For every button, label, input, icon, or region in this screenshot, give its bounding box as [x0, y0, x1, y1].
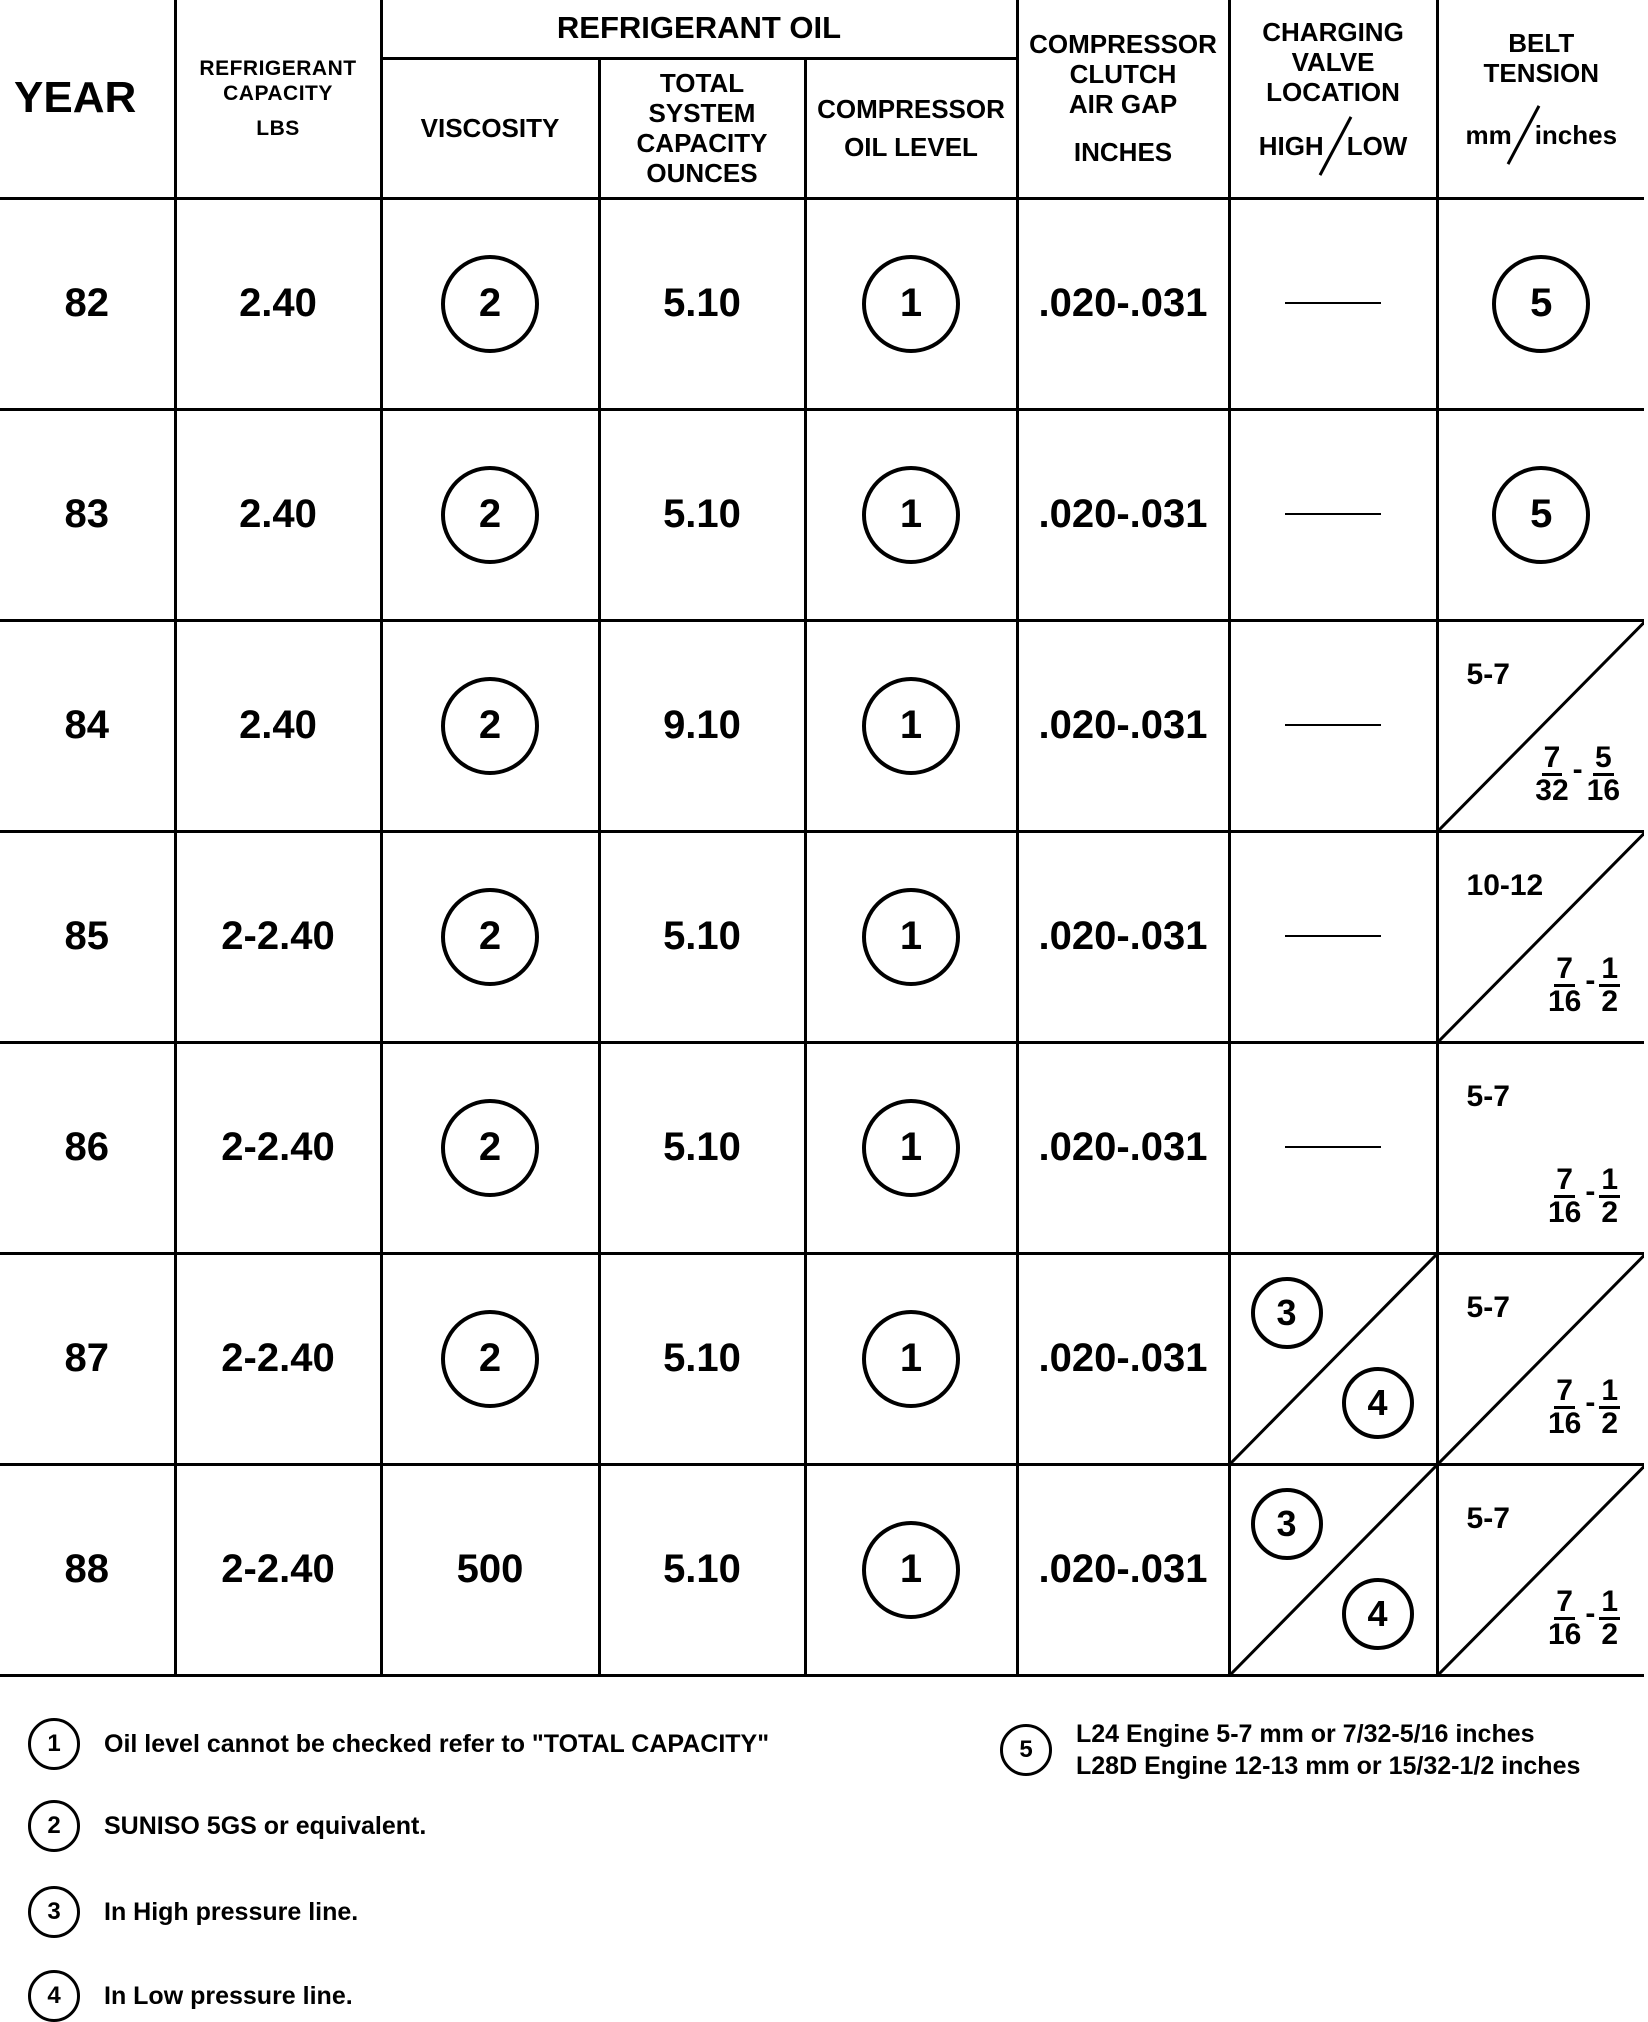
year-value: 88 — [64, 1547, 109, 1591]
total-capacity-value: 5.10 — [663, 914, 741, 958]
table-body — [0, 198, 1644, 1675]
year-cell — [0, 1464, 175, 1675]
table-row — [0, 1042, 1644, 1253]
header-total-capacity-line2: SYSTEM — [648, 98, 756, 128]
viscosity-note-circle: 2 — [441, 1310, 539, 1408]
belt-tension-split — [1439, 1255, 1645, 1463]
fraction-high — [1586, 740, 1621, 807]
header-belt-mm: mm — [1465, 120, 1512, 151]
legend-text: In Low pressure line. — [104, 1981, 353, 2010]
legend-text: SUNISO 5GS or equivalent. — [104, 1811, 427, 1840]
belt-tension-cell — [1437, 1464, 1644, 1675]
total-capacity-value: 9.10 — [663, 703, 741, 747]
header-year: YEAR — [0, 0, 175, 198]
capacity-value: 2-2.40 — [221, 1336, 335, 1380]
fraction-low — [1535, 740, 1569, 807]
charging-low-note-circle: 4 — [1342, 1367, 1414, 1439]
air-gap-value: .020-.031 — [1038, 1336, 1208, 1380]
fraction-denominator: 2 — [1601, 1617, 1619, 1651]
legend-item — [1000, 1718, 1580, 1782]
fraction-numerator: 1 — [1601, 1584, 1619, 1618]
air-gap-cell — [1017, 1464, 1229, 1675]
oil-level-cell — [805, 1464, 1017, 1675]
year-cell — [0, 409, 175, 620]
capacity-value: 2.40 — [239, 492, 317, 536]
header-charging-high-low — [1259, 113, 1408, 179]
charging-valve-dash — [1285, 302, 1381, 304]
fraction-numerator: 7 — [1556, 1373, 1573, 1407]
belt-tension-cell — [1437, 620, 1644, 831]
charging-high-note-circle: 3 — [1251, 1488, 1323, 1560]
legend-text: In High pressure line. — [104, 1897, 359, 1926]
total-capacity-cell — [599, 409, 805, 620]
viscosity-cell — [381, 831, 599, 1042]
viscosity-note-circle: 2 — [441, 466, 539, 564]
viscosity-cell — [381, 1042, 599, 1253]
fraction-numerator: 1 — [1601, 1373, 1619, 1407]
total-capacity-value: 5.10 — [663, 492, 741, 536]
header-refrigerant-capacity-line2: CAPACITY — [223, 81, 333, 105]
air-gap-value: .020-.031 — [1038, 1125, 1208, 1169]
belt-tension-cell — [1437, 831, 1644, 1042]
fraction-low — [1547, 1584, 1582, 1651]
fraction-numerator: 7 — [1556, 1162, 1573, 1196]
diagonal-divider — [1231, 1466, 1436, 1674]
fraction-hyphen: - — [1585, 1386, 1596, 1419]
charging-valve-cell — [1229, 1253, 1437, 1464]
belt-inches-value — [1547, 1584, 1620, 1651]
fraction-high — [1599, 951, 1620, 1018]
fraction-numerator: 7 — [1556, 1584, 1573, 1618]
belt-inches-value — [1547, 1162, 1620, 1229]
year-cell — [0, 831, 175, 1042]
header-oil-level-line2: OIL LEVEL — [844, 132, 978, 162]
header-belt-tension-line1: BELT — [1508, 28, 1575, 59]
oil-level-cell — [805, 1253, 1017, 1464]
fraction-numerator: 1 — [1601, 1162, 1619, 1196]
charging-valve-dash — [1285, 724, 1381, 726]
header-refrigerant-capacity — [175, 0, 381, 198]
table-row — [0, 198, 1644, 409]
viscosity-cell — [381, 620, 599, 831]
fraction-denominator: 2 — [1601, 1406, 1619, 1440]
table-row — [0, 409, 1644, 620]
charging-valve-split — [1231, 1466, 1436, 1674]
legend-text: Oil level cannot be checked refer to "TOTAL CAPACITY" — [104, 1729, 770, 1758]
header-total-capacity-line3: CAPACITY — [636, 128, 768, 158]
charging-valve-cell — [1229, 198, 1437, 409]
charging-valve-cell — [1229, 1042, 1437, 1253]
capacity-cell — [175, 1464, 381, 1675]
capacity-value: 2.40 — [239, 281, 317, 325]
oil-level-note-circle: 1 — [862, 1521, 960, 1619]
header-oil-level — [805, 58, 1017, 198]
viscosity-cell — [381, 198, 599, 409]
header-air-gap-line1: COMPRESSOR — [1029, 29, 1217, 60]
total-capacity-cell — [599, 831, 805, 1042]
fraction-hyphen: - — [1585, 1175, 1596, 1208]
fraction-denominator: 16 — [1547, 1406, 1582, 1440]
fraction-high — [1599, 1162, 1620, 1229]
charging-valve-dash — [1285, 513, 1381, 515]
diagonal-divider — [1231, 1255, 1436, 1463]
header-total-capacity-line1: TOTAL — [659, 68, 745, 98]
header-refrigerant-oil: REFRIGERANT OIL — [381, 0, 1017, 58]
viscosity-note-circle: 2 — [441, 677, 539, 775]
charging-valve-split — [1231, 1255, 1436, 1463]
header-air-gap-unit: INCHES — [1073, 137, 1173, 168]
total-capacity-value: 5.10 — [663, 1547, 741, 1591]
year-cell — [0, 198, 175, 409]
oil-level-note-circle: 1 — [862, 1310, 960, 1408]
viscosity-note-circle: 2 — [441, 1099, 539, 1197]
belt-tension-split — [1439, 833, 1645, 1041]
legend-number-circle: 5 — [1000, 1724, 1052, 1776]
header-belt-units — [1465, 102, 1617, 168]
fraction-numerator: 1 — [1601, 951, 1619, 985]
table-row — [0, 831, 1644, 1042]
viscosity-cell — [381, 409, 599, 620]
total-capacity-cell — [599, 1464, 805, 1675]
fraction-low — [1547, 1162, 1582, 1229]
header-belt-tension-line2: TENSION — [1483, 58, 1600, 89]
fraction-high — [1599, 1373, 1620, 1440]
oil-level-cell — [805, 831, 1017, 1042]
total-capacity-cell — [599, 198, 805, 409]
belt-mm-value: 10-12 — [1466, 868, 1544, 902]
year-value: 82 — [64, 281, 109, 325]
legend-item — [28, 1718, 769, 1770]
header-belt-inches: inches — [1534, 120, 1618, 151]
oil-level-note-circle: 1 — [862, 677, 960, 775]
oil-level-note-circle: 1 — [862, 466, 960, 564]
air-gap-cell — [1017, 1042, 1229, 1253]
belt-inches-value — [1547, 1373, 1620, 1440]
fraction-denominator: 16 — [1547, 1617, 1582, 1651]
oil-level-cell — [805, 198, 1017, 409]
legend — [0, 1680, 1648, 2012]
year-cell — [0, 1042, 175, 1253]
header-charging-valve — [1229, 0, 1437, 198]
header-charging-high: HIGH — [1258, 131, 1324, 162]
capacity-cell — [175, 198, 381, 409]
oil-level-note-circle: 1 — [862, 1099, 960, 1197]
charging-valve-dash — [1285, 1146, 1381, 1148]
legend-number-circle: 1 — [28, 1718, 80, 1770]
belt-note-circle: 5 — [1492, 255, 1590, 353]
header-charging-valve-line3: LOCATION — [1266, 77, 1400, 108]
legend-text-line: L24 Engine 5-7 mm or 7/32-5/16 inches — [1076, 1720, 1535, 1748]
legend-item — [28, 1970, 353, 2022]
capacity-value: 2-2.40 — [221, 914, 335, 958]
table-row — [0, 1464, 1644, 1675]
fraction-numerator: 7 — [1543, 740, 1561, 774]
fraction-denominator: 16 — [1547, 1195, 1582, 1229]
belt-tension-cell — [1437, 198, 1644, 409]
air-gap-value: .020-.031 — [1038, 281, 1208, 325]
fraction-hyphen: - — [1572, 753, 1583, 786]
viscosity-note-circle: 2 — [441, 888, 539, 986]
belt-tension-split — [1439, 1466, 1645, 1674]
fraction-low — [1547, 951, 1582, 1018]
charging-valve-cell — [1229, 409, 1437, 620]
capacity-value: 2-2.40 — [221, 1125, 335, 1169]
oil-level-note-circle: 1 — [862, 255, 960, 353]
oil-level-cell — [805, 620, 1017, 831]
header-total-capacity-unit: OUNCES — [646, 158, 758, 188]
fraction-denominator: 16 — [1547, 984, 1582, 1018]
oil-level-cell — [805, 409, 1017, 620]
oil-level-note-circle: 1 — [862, 888, 960, 986]
header-viscosity: VISCOSITY — [381, 58, 599, 198]
fraction-denominator: 2 — [1601, 984, 1619, 1018]
year-value: 83 — [64, 492, 109, 536]
legend-number-circle: 3 — [28, 1886, 80, 1938]
viscosity-value: 500 — [456, 1547, 524, 1591]
header-refrigerant-capacity-unit: LBS — [256, 116, 300, 140]
header-charging-low: LOW — [1346, 131, 1408, 162]
header-air-gap-line2: CLUTCH — [1069, 59, 1177, 90]
belt-mm-value: 5-7 — [1466, 1079, 1510, 1113]
header-charging-valve-line2: VALVE — [1291, 47, 1375, 78]
total-capacity-cell — [599, 1042, 805, 1253]
fraction-denominator: 32 — [1535, 773, 1569, 807]
total-capacity-value: 5.10 — [663, 1125, 741, 1169]
oil-level-cell — [805, 1042, 1017, 1253]
belt-inches-value — [1535, 740, 1621, 807]
capacity-cell — [175, 831, 381, 1042]
charging-valve-dash — [1285, 935, 1381, 937]
viscosity-cell — [381, 1464, 599, 1675]
belt-inches-value — [1547, 951, 1620, 1018]
belt-tension-cell — [1437, 1253, 1644, 1464]
air-gap-value: .020-.031 — [1038, 703, 1208, 747]
header-air-gap-line3: AIR GAP — [1068, 89, 1178, 120]
fraction-low — [1547, 1373, 1582, 1440]
charging-high-note-circle: 3 — [1251, 1277, 1323, 1349]
capacity-value: 2-2.40 — [221, 1547, 335, 1591]
viscosity-cell — [381, 1253, 599, 1464]
air-gap-cell — [1017, 409, 1229, 620]
belt-mm-value: 5-7 — [1466, 1501, 1510, 1535]
air-gap-value: .020-.031 — [1038, 492, 1208, 536]
total-capacity-cell — [599, 620, 805, 831]
viscosity-note-circle: 2 — [441, 255, 539, 353]
total-capacity-value: 5.10 — [663, 281, 741, 325]
capacity-cell — [175, 409, 381, 620]
belt-tension-split — [1439, 1044, 1645, 1252]
fraction-numerator: 7 — [1556, 951, 1573, 985]
header-charging-valve-line1: CHARGING — [1262, 17, 1404, 48]
total-capacity-value: 5.10 — [663, 1336, 741, 1380]
fraction-denominator: 2 — [1601, 1195, 1619, 1229]
header-air-gap — [1017, 0, 1229, 198]
capacity-cell — [175, 620, 381, 831]
charging-valve-cell — [1229, 620, 1437, 831]
year-cell — [0, 620, 175, 831]
charging-valve-cell — [1229, 1464, 1437, 1675]
table-row — [0, 620, 1644, 831]
belt-mm-value: 5-7 — [1466, 1290, 1510, 1324]
air-gap-cell — [1017, 198, 1229, 409]
air-gap-cell — [1017, 620, 1229, 831]
capacity-value: 2.40 — [239, 703, 317, 747]
year-value: 87 — [64, 1336, 109, 1380]
fraction-hyphen: - — [1585, 1597, 1596, 1630]
charging-valve-cell — [1229, 831, 1437, 1042]
fraction-numerator: 5 — [1594, 740, 1612, 774]
fraction-hyphen: - — [1585, 964, 1596, 997]
legend-item — [28, 1886, 358, 1938]
belt-mm-value: 5-7 — [1466, 657, 1510, 691]
fraction-high — [1599, 1584, 1620, 1651]
header-total-capacity — [599, 58, 805, 198]
air-gap-cell — [1017, 1253, 1229, 1464]
legend-item — [28, 1800, 426, 1852]
belt-tension-split — [1439, 622, 1645, 830]
table-row — [0, 1253, 1644, 1464]
legend-number-circle: 2 — [28, 1800, 80, 1852]
belt-tension-cell — [1437, 409, 1644, 620]
legend-number-circle: 4 — [28, 1970, 80, 2022]
charging-low-note-circle: 4 — [1342, 1578, 1414, 1650]
air-gap-value: .020-.031 — [1038, 914, 1208, 958]
year-value: 84 — [64, 703, 109, 747]
capacity-cell — [175, 1042, 381, 1253]
belt-tension-cell — [1437, 1042, 1644, 1253]
year-value: 85 — [64, 914, 109, 958]
header-refrigerant-capacity-line1: REFRIGERANT — [199, 56, 357, 80]
air-gap-value: .020-.031 — [1038, 1547, 1208, 1591]
year-cell — [0, 1253, 175, 1464]
air-gap-cell — [1017, 831, 1229, 1042]
year-value: 86 — [64, 1125, 109, 1169]
header-belt-tension — [1437, 0, 1644, 198]
fraction-denominator: 16 — [1586, 773, 1621, 807]
capacity-cell — [175, 1253, 381, 1464]
header-oil-level-line1: COMPRESSOR — [817, 94, 1005, 124]
legend-text-line: L28D Engine 12-13 mm or 15/32-1/2 inches — [1076, 1752, 1581, 1780]
legend-text-block — [1076, 1718, 1580, 1782]
total-capacity-cell — [599, 1253, 805, 1464]
belt-note-circle: 5 — [1492, 466, 1590, 564]
